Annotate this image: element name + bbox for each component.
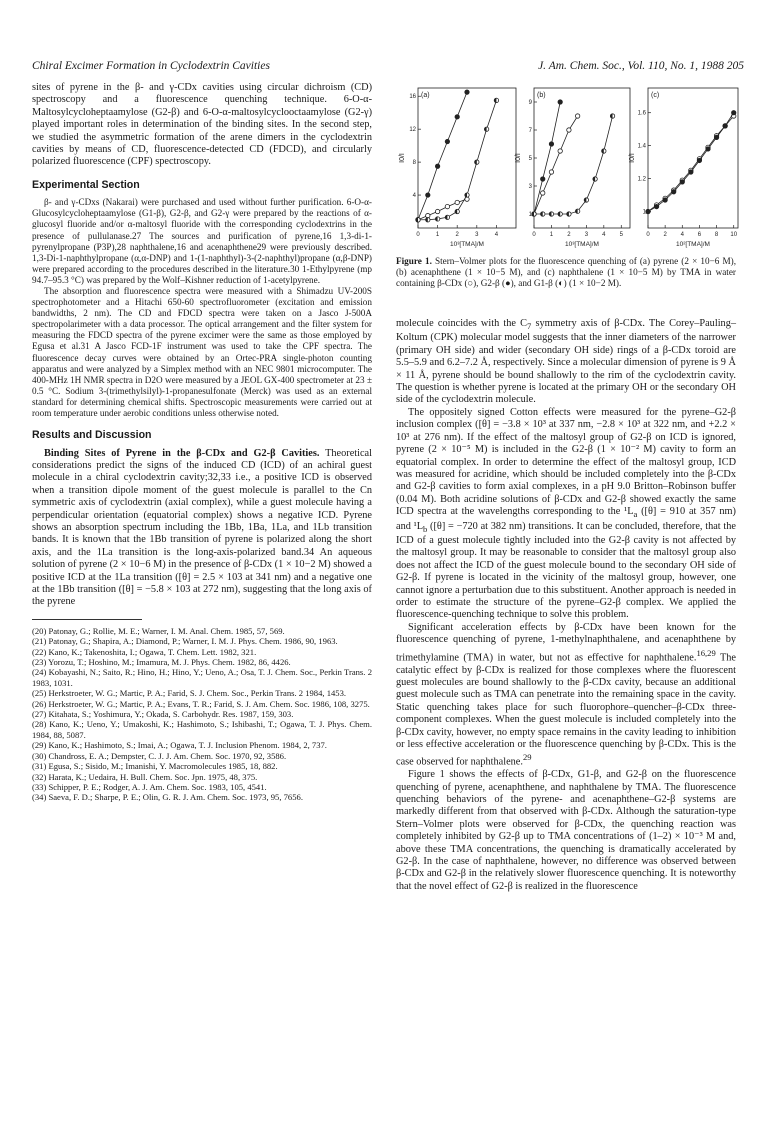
y-tick-label: 4 (412, 193, 416, 200)
y-tick-label: 1.2 (637, 176, 646, 183)
experimental-paragraph-1: β- and γ-CDxs (Nakarai) were purchased and used without further purification. 6-O-α-Glucosylcycloheptaamylose (G1-β), G2-β, and G2-γ were prepared by the reactions of α-glucosyl fluoride and/or α-maltosyl fluoride with the corresponding cyclodextrins in the presence of pullulanase.27 The sources and purification of pyrene,16 1,3-di-1-pyrenylpropane (P3P),28 naphthalene,16 and acenaphthene29 were previously described. 1,3-Di-1-naphthylpropane (α,α-DNP) and 1-(1-naphthyl)-3-(2-naphthyl)propane (α,β-DNP) were prepared according to the procedures described in the literature.30 1-Ethylpyrene (mp 94.7–95.3 °C) was prepared by the Wolf–Kishner reduction of 1-acetylpyrene. (32, 197, 372, 285)
series-line (418, 92, 467, 220)
data-point-filled (549, 142, 553, 146)
data-point-open (445, 204, 449, 208)
x-tick-label: 2 (567, 232, 571, 238)
x-tick-label: 2 (455, 232, 459, 238)
data-point-filled (723, 124, 727, 128)
x-tick-label: 0 (416, 232, 420, 238)
reference-item: (21) Patonay, G.; Shapira, A.; Diamond, P.; Warner, I. M. J. Phys. Chem. 1986, 90, 1963. (32, 636, 338, 647)
x-tick-label: 2 (663, 232, 667, 238)
reference-item: (28) Kano, K.; Ueno, Y.; Umakoshi, K.; Hashimoto, S.; Ishibashi, T.; Ogawa, T. J. Phys. Chem. 1984, 88, 5087. (32, 719, 372, 740)
results-subheading: Binding Sites of Pyrene in the β-CDx and G2-β Cavities. (44, 447, 320, 459)
data-point-filled (689, 170, 693, 174)
x-tick-label: 4 (494, 232, 499, 238)
x-tick-label: 4 (602, 232, 606, 238)
reference-item: (32) Harata, K.; Uedaira, H. Bull. Chem. Soc. Jpn. 1975, 48, 375. (32, 771, 258, 782)
x-tick-label: 6 (697, 232, 702, 238)
experimental-body (32, 197, 372, 419)
data-point-filled (445, 139, 449, 143)
series-line (648, 113, 734, 212)
data-point-filled (465, 90, 469, 94)
right-paragraph-4: Figure 1 shows the effects of β-CDx, G1-β, and G2-β on the fluorescence quenching of pyrene, acenaphthene, and naphthalene by TMA. The fluorescence quenching behaviors of the pyrene- and acenaphthene–G2-β systems are markedly different from that observed with β-CDx. Although the saturation-type Stern–Volmer plots were observed for β-CDx, the quenching reaction was completely inhibited by G2-β up to TMA concentrations of (1–2) × 10⁻³ M and, above these TMA concentrations, the quenching is dramatically accelerated by G2-β. In the case of naphthalene, however, no difference was observed between β-CDx and G2-β in the relatively slower fluorescence quenching. It is noteworthy that the novel effect of G2-β is realized in the fluorescence (396, 769, 736, 892)
panel-label: (b) (537, 92, 546, 99)
reference-list (32, 626, 372, 803)
results-paragraph-1 (32, 448, 372, 609)
panel-label: (c) (651, 92, 660, 99)
y-axis-label: I0/I (515, 153, 522, 163)
figure-caption-text: Stern–Volmer plots for the fluorescence quenching of (a) pyrene (2 × 10−6 M), (b) acenaphthene (1 × 10−5 M), and (c) naphthalene (1 × 10−5 M) by TMA in water containing β-CDx (○), G2-β (●), and G1-β (◐) (1 × 10−2 M). (396, 256, 737, 289)
y-tick-label: 9 (528, 100, 532, 106)
right-column (396, 318, 736, 893)
data-point-open (549, 170, 553, 174)
figure-1 (394, 82, 742, 252)
figure-caption-label: Figure 1. (396, 256, 432, 266)
data-point-filled (663, 198, 667, 202)
panel-label: (a) (421, 92, 430, 99)
x-tick-label: 1 (435, 232, 440, 238)
data-point-open (455, 200, 459, 204)
data-point-filled (680, 180, 684, 184)
data-point-filled (714, 135, 718, 139)
series-line (534, 116, 613, 214)
reference-item: (30) Chandross, E. A.; Dempster, C. J. J. Am. Chem. Soc. 1970, 92, 3586. (32, 750, 287, 761)
x-tick-label: 1 (549, 232, 554, 238)
x-tick-label: 0 (532, 232, 536, 238)
right-paragraph-3: Significant acceleration effects by β-CDx have been known for the fluorescence quenching of pyrene, 1-methylnaphthalene, and acenaphthene by trimethylamine (TMA) in water, but not as effective for naphthalene.$^{16,29}$ The catalytic effect by β-CDx is realized for those complexes where the fluorescent guest molecules are bound shallowly to the β-CDx cavity, because an additional guest molecule such as TMA can penetrate into the remaining space in the cavity. Static quenching takes place for such fluorophore–quencher–β-CDx three-component complexes. When the guest molecule is included completely into the β-CDx cavity, however, no empty space remains in the cavity leading to inhibition or less effective acceleration or the fluorescence quenching by β-CDx. This is the case observed for naphthalene.$^{29}$ (396, 621, 736, 768)
y-tick-label: 7 (528, 128, 532, 134)
x-tick-label: 5 (619, 232, 623, 238)
data-point-filled (654, 204, 658, 208)
y-tick-label: 8 (412, 160, 416, 167)
series-line (534, 102, 560, 214)
experimental-heading: Experimental Section (32, 178, 140, 191)
reference-item: (31) Egusa, S.; Sisido, M.; Imanishi, Y. Macromolecules 1985, 18, 882. (32, 761, 278, 772)
x-tick-label: 10 (730, 232, 738, 238)
x-tick-label: 0 (646, 232, 650, 238)
data-point-filled (646, 209, 650, 213)
y-axis-label: I0/I (629, 153, 636, 163)
x-axis-label: 10²[TMA]/M (676, 241, 710, 248)
data-point-open (541, 191, 545, 195)
x-tick-label: 3 (475, 232, 479, 238)
y-axis-label: I0/I (399, 153, 406, 163)
plot-frame (648, 88, 738, 228)
x-axis-label: 10³[TMA]/M (450, 241, 484, 248)
plot-frame (534, 88, 630, 228)
data-point-filled (455, 115, 459, 119)
data-point-open (558, 149, 562, 153)
x-tick-label: 8 (714, 232, 719, 238)
y-tick-label: 1 (642, 209, 646, 216)
reference-item: (23) Yorozu, T.; Hoshino, M.; Imamura, M. J. Phys. Chem. 1982, 86, 4426. (32, 657, 291, 668)
data-point-filled (541, 177, 545, 181)
y-tick-label: 1 (528, 212, 532, 218)
data-point-filled (732, 111, 736, 115)
right-paragraph-1: molecule coincides with the $C_7$ symmetry axis of β-CDx. The Corey–Pauling–Koltum (CPK) molecular model suggests that the inner diameters of the narrower (primary OH side) and wider (secondary OH side) rings of a β-CDx toroid are 5.5–5.9 and 6.2–7.2 Å, respectively. Since a molecular dimension of pyrene is 9 Å × 11 Å, pyrene should be bound shallowly to the rim of the cyclodextrin cavity. The question is whether pyrene is located at the primary OH or the secondary OH side of the cyclodextrin molecule. (396, 318, 736, 406)
x-tick-label: 4 (680, 232, 684, 238)
running-head-journal: J. Am. Chem. Soc., Vol. 110, No. 1, 1988 205 (538, 60, 744, 72)
y-tick-label: 3 (528, 184, 532, 190)
y-tick-label: 1.6 (637, 110, 646, 117)
reference-item: (20) Patonay, G.; Rollie, M. E.; Warner, I. M. Anal. Chem. 1985, 57, 569. (32, 625, 285, 636)
reference-item: (22) Kano, K.; Takenoshita, I.; Ogawa, T. Chem. Lett. 1982, 321. (32, 646, 257, 657)
results-heading: Results and Discussion (32, 429, 152, 442)
y-tick-label: 5 (528, 156, 532, 162)
reference-item: (27) Kitahata, S.; Yoshimura, Y.; Okada, S. Carbohydr. Res. 1987, 159, 303. (32, 709, 294, 720)
series-line (648, 116, 734, 212)
data-point-open (435, 209, 439, 213)
stern-volmer-plots (394, 82, 742, 252)
reference-item: (29) Kano, K.; Hashimoto, S.; Imai, A.; Ogawa, T. J. Inclusion Phenom. 1984, 2, 737. (32, 740, 327, 751)
running-head-title: Chiral Excimer Formation in Cyclodextrin Cavities (32, 60, 270, 72)
results-text: Theoretical considerations predict the signs of the induced CD (ICD) of an achiral guest molecule in a chiral cyclodextrin cavity;32,33 i.e., a positive ICD is observed when a transition dipole moment of the guest molecule is parallel to the Cn symmetric axis of cyclodextrin (axial complex), while a guest molecule having a perpendicular orientation (equatorial complex) shows a negative ICD. Pyrene shows an absorption spectrum including the 1Bb, 1Ba, 1La, and 1Lb transition bands. It is known that the 1Bb transition of pyrene is polarized along the short axis, and the 1La transition is the long-axis-polarized band.34 An aqueous solution of pyrene (2 × 10−6 M) in the presence of β-CDx (1 × 10−2 M) showed a positive ICD at the 1La transition ([θ] = 2.5 × 103 at 341 nm) and a negative one at the 1Bb transition ([θ] = −5.8 × 103 at 272 nm), suggesting that the long axis of the pyrene (32, 447, 372, 608)
y-tick-label: 16 (409, 94, 416, 101)
experimental-paragraph-2: The absorption and fluorescence spectra were measured with a Shimadzu UV-200S spectrophotometer and a Hitachi 650-60 spectrofluorometer (excitation and emission bandwidths, 2 nm). The CD and FDCD spectra were taken on a Jasco J-500A spectropolarimeter with a data processor. The optical arrangement and the filter system for measuring the FDCD spectra of the pyrene excimer were the same as those employed by Egusa et al.31 A Jasco FCD-1F instrument was used to take the CPF spectra. The fluorescence decay curves were obtained by an Ortec-PRA single-photon counting apparatus and were analyzed by a Simplex method with an NEC 9801 microcomputer. The 400-MHz 1H NMR spectra in D2O were measured by a JEOL GX-400 spectrometer at 23 ± 0.5 °C. Sodium 3-(trimethylsilyl)-1-propanesulfonate (Merck) was used as an external standard for determining chemical shifts. Spectroscopic measurements were carried out at room temperature under aerobic conditions unless otherwise noted. (32, 286, 372, 419)
data-point-filled (697, 158, 701, 162)
reference-item: (25) Herkstroeter, W. G.; Martic, P. A.; Farid, S. J. Chem. Soc., Perkin Trans. 2 1984, 1453. (32, 688, 347, 699)
y-tick-label: 12 (409, 127, 416, 134)
reference-item: (24) Kobayashi, N.; Saito, R.; Hino, H.; Hino, Y.; Ueno, A.; Osa, T. J. Chem. Soc., Perkin Trans. 2 1983, 1031. (32, 667, 372, 688)
data-point-filled (558, 100, 562, 104)
data-point-filled (706, 147, 710, 151)
data-point-filled (426, 193, 430, 197)
x-axis-label: 10³[TMA]/M (565, 241, 599, 248)
right-paragraph-2: The oppositely signed Cotton effects were measured for the pyrene–G2-β inclusion complex ([θ] = −3.8 × 10³ at 337 nm, −2.8 × 10³ at 322 nm, and +2.2 × 10³ at 276 nm). If the effect of the maltosyl group of G2-β on ICD is ignored, pyrene (2 × 10⁻⁵ M) is included in the G2-β (1 × 10⁻² M) cavity to form an equatorial complex. In order to determine the effect of the maltosyl group, ICD was measured for acridine, which should be included completely into the β-CDx and G2-β cavities to form axial complexes, in a pH 9.0 Britton–Robinson buffer (0.04 M). Both acridine solutions of β-CDx and G2-β showed exactly the same ICD spectra at the wavelengths corresponding to the $^1L_a$ ([θ] = 910 at 357 nm) and $^1L_b$ ([θ] = −720 at 382 nm) transitions. It can be concluded, therefore, that the ICD of a guest molecule tightly included into the G2-β cavity is not affected by the maltosyl group. It may be reasonable to consider that the maltosyl group also does not affect the ICD of the guest molecule bound to the secondary OH side of G2-β. If pyrene is located in the vicinity of the maltosyl group, however, one cannot ignore a perturbation due to this substituent. Another approach is needed in order to estimate the structure of the pyrene–G2-β complex. We applied the fluorescence-quenching technique to solve this problem. (396, 406, 736, 621)
left-column (32, 82, 372, 803)
data-point-filled (672, 190, 676, 194)
y-tick-label: 1.4 (637, 143, 646, 150)
data-point-filled (435, 164, 439, 168)
reference-item: (26) Herkstroeter, W. G.; Martic, P. A.; Evans, T. R.; Farid, S. J. Am. Chem. Soc. 1986, 108, 3275. (32, 698, 370, 709)
data-point-open (575, 114, 579, 118)
figure-caption (396, 256, 736, 290)
data-point-open (567, 128, 571, 132)
x-tick-label: 3 (584, 232, 589, 238)
footnote-rule (32, 619, 142, 620)
intro-paragraph: sites of pyrene in the β- and γ-CDx cavities using circular dichroism (CD) spectroscopy and a fluorescence quenching technique. 6-O-α-Maltosylcycloheptaamylose (G2-β) and 6-O-α-maltosylcyclooctaamylose (G2-γ) played important roles in determination of the binding sites. In the second step, we studied the asymmetric formation of the arene dimers in the cyclodextrin cavities by means of CD, fluorescence-detected CD (FDCD), and circularly polarized fluorescence (CPF) spectroscopy. (32, 82, 372, 168)
reference-item: (33) Schipper, P. E.; Rodger, A. J. Am. Chem. Soc. 1983, 105, 4541. (32, 781, 267, 792)
reference-item: (34) Saeva, F. D.; Sharpe, P. E.; Olin, G. R. J. Am. Chem. Soc. 1973, 95, 7656. (32, 792, 303, 803)
plot-frame (418, 88, 516, 228)
